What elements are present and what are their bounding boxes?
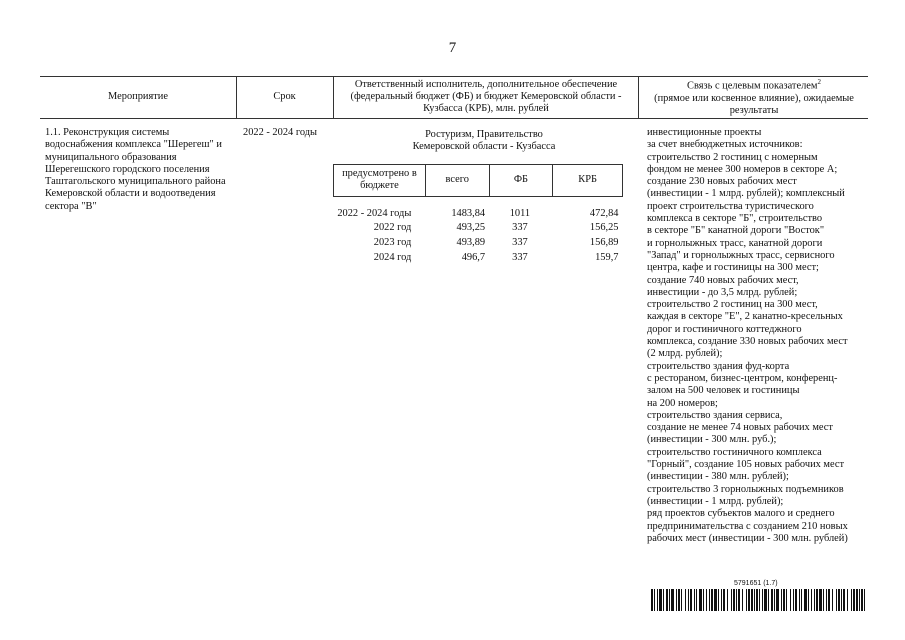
results-line: каждая в секторе "Е", 2 канатно-кресельных	[647, 311, 843, 323]
budget-row	[334, 236, 623, 251]
barcode-bar	[731, 589, 732, 611]
barcode-bar	[676, 589, 677, 611]
barcode-bar	[699, 589, 702, 611]
barcode-bar	[723, 589, 725, 611]
budget-total: 493,89	[456, 237, 486, 249]
results-line: на 200 номеров;	[647, 397, 718, 409]
results-line: инвестиционные проекты	[647, 127, 762, 138]
barcode-bar	[756, 589, 758, 611]
results-line: фондом не менее 300 номеров в секторе А;	[647, 163, 838, 175]
budget-header-fb: ФБ	[489, 165, 553, 197]
column-divider	[638, 76, 639, 118]
barcode-bar	[799, 589, 800, 611]
results-line: комплекса в секторе "Б", строительство	[647, 213, 823, 225]
barcode-bar	[681, 589, 682, 611]
results-line: строительство 2 гостиниц на 300 мест,	[647, 299, 818, 311]
budget-row	[334, 251, 623, 266]
results-line: в секторе "Б" канатной дороги "Восток"	[647, 225, 825, 237]
barcode-bar	[742, 589, 743, 611]
barcode-bar	[659, 589, 662, 611]
barcode-bar	[706, 589, 707, 611]
barcode-bar	[762, 589, 763, 611]
budget-header-planned: предусмотрено в бюджете	[334, 165, 426, 197]
barcode-bar	[774, 589, 775, 611]
barcode-bar	[733, 589, 735, 611]
barcode-bar	[859, 589, 860, 611]
results-line: комплекса, создание 330 новых рабочих мест	[647, 336, 848, 348]
table-header-bottom-rule	[40, 118, 868, 119]
barcode-bar	[666, 589, 668, 611]
results-line: строительство здания фуд-корта	[647, 360, 790, 372]
budget-header-krb: КРБ	[553, 165, 623, 197]
barcode-bar	[657, 589, 658, 611]
results-line: предпринимательства с созданием 210 новых	[647, 520, 848, 532]
header-results-label: Связь с целевым показателем$^2$	[687, 78, 821, 92]
barcode-bar	[847, 589, 848, 611]
results-line: и горнолыжных трасс, канатной дороги	[647, 237, 823, 249]
header-action	[40, 76, 236, 118]
budget-krb: 159,7	[595, 252, 619, 264]
barcode-bar	[823, 589, 824, 611]
results-line: залом на 500 человек и гостиницы	[647, 385, 800, 397]
results-line: строительство 3 горнолыжных подъемников	[647, 483, 844, 495]
executor-line: Кемеровской области - Кузбасса	[412, 141, 556, 153]
barcode-bar	[746, 589, 747, 611]
budget-table	[333, 164, 623, 266]
barcode-bar	[714, 589, 717, 611]
barcode-bar	[654, 589, 655, 611]
barcode-bar	[795, 589, 797, 611]
barcode-bar	[853, 589, 855, 611]
barcode-bar	[793, 589, 794, 611]
barcode-bar	[764, 589, 767, 611]
barcode-bar	[776, 589, 779, 611]
footnote-mark: 2	[817, 78, 821, 87]
budget-fb: 337	[512, 237, 528, 249]
results-line: "Запад" и горнолыжных трасс, сервисного	[647, 249, 835, 261]
page-number: 7	[448, 40, 457, 56]
barcode-bar	[811, 589, 812, 611]
barcode-bar	[738, 589, 740, 611]
results-text	[647, 127, 869, 545]
barcode-bar	[671, 589, 674, 611]
barcode-bar	[759, 589, 760, 611]
results-line: (инвестиции - 300 млн. руб.);	[647, 434, 777, 446]
barcode-bar	[816, 589, 818, 611]
barcode-bar	[808, 589, 809, 611]
results-line: ряд проектов субъектов малого и среднего	[647, 508, 835, 520]
barcode-bar	[727, 589, 728, 611]
budget-total: 1483,84	[451, 207, 486, 219]
budget-period: 2023 год	[373, 237, 412, 249]
results-line: с рестораном, бизнес-центром, конференц-	[647, 372, 838, 384]
barcode-bar	[751, 589, 753, 611]
results-line: (2 млрд. рублей);	[647, 348, 723, 360]
header-results	[640, 76, 868, 118]
budget-header-total: всего	[425, 165, 489, 197]
barcode-bar	[696, 589, 697, 611]
header-executor-label: Ответственный исполнитель, дополнительное обеспечение (федеральный бюджет (ФБ) и бюджет Кемеровской области - Кузбасса (КРБ), млн. рублей	[350, 78, 622, 115]
barcode-bar	[678, 589, 680, 611]
barcode-icon	[651, 589, 867, 611]
budget-total: 496,7	[461, 252, 486, 264]
barcode-bar	[861, 589, 863, 611]
results-line: создание 740 новых рабочих мест,	[647, 274, 799, 286]
executor-line: Ростуризм, Правительство	[425, 129, 543, 140]
header-term	[236, 76, 333, 118]
barcode-bar	[838, 589, 840, 611]
results-line: центра, кафе и гостиницы на 300 мест;	[647, 262, 819, 274]
results-line: инвестиции - до 3,5 млрд. рублей;	[647, 286, 798, 298]
barcode-bar	[651, 589, 653, 611]
results-line: проект строительства туристического	[647, 200, 814, 212]
results-line: за счет внебюджетных источников:	[647, 139, 803, 151]
budget-fb: 1011	[509, 207, 531, 219]
results-line: создание не менее 74 новых рабочих мест	[647, 422, 833, 434]
header-action-label: Мероприятие	[108, 90, 168, 102]
budget-period: 2022 год	[373, 222, 412, 234]
barcode-bar	[748, 589, 750, 611]
results-line: строительство 2 гостиниц с номерным	[647, 151, 818, 163]
barcode-bar	[786, 589, 787, 611]
header-results-sublabel: (прямое или косвенное влияние), ожидаемые результаты	[654, 93, 854, 117]
budget-period: 2022 - 2024 годы	[337, 207, 412, 219]
barcode-bar	[690, 589, 692, 611]
barcode-bar	[768, 589, 769, 611]
barcode-bar	[814, 589, 815, 611]
barcode-bar	[721, 589, 722, 611]
budget-fb: 337	[512, 252, 528, 264]
budget-krb: 156,25	[589, 222, 619, 234]
results-line: создание 230 новых рабочих мест	[647, 176, 797, 188]
barcode-bar	[771, 589, 773, 611]
barcode-bar	[694, 589, 695, 611]
barcode-bar	[828, 589, 830, 611]
barcode-bar	[663, 589, 664, 611]
column-divider	[333, 76, 334, 118]
budget-header-row	[334, 165, 623, 197]
barcode-bar	[851, 589, 852, 611]
budget-period: 2024 год	[373, 252, 412, 264]
results-line: строительство здания сервиса,	[647, 409, 783, 421]
action-text: 1.1. Реконструкция системы водоснабжения комплекса "Шерегеш" и муниципального образования Шерегешского городского поселения Таштагольского муниципального района Кемеровской области и водоотведения сектора "В"	[45, 127, 226, 212]
barcode-bar	[843, 589, 845, 611]
barcode-bar	[711, 589, 713, 611]
results-line: (инвестиции - 1 млрд. рублей); комплексный	[647, 188, 845, 200]
barcode-bar	[832, 589, 833, 611]
barcode-bar	[718, 589, 719, 611]
barcode-number: 5791651 (1.7)	[734, 580, 778, 587]
results-line: (инвестиции - 380 млн. рублей);	[647, 471, 789, 483]
term-text: 2022 - 2024 годы	[243, 127, 317, 138]
budget-row	[334, 196, 623, 221]
barcode-bar	[864, 589, 865, 611]
barcode-bar	[836, 589, 837, 611]
barcode-bar	[685, 589, 686, 611]
barcode-bar	[781, 589, 782, 611]
barcode-bar	[688, 589, 689, 611]
executor-text	[345, 129, 623, 154]
barcode-bar	[669, 589, 670, 611]
barcode-bar	[819, 589, 822, 611]
barcode-bar	[826, 589, 827, 611]
barcode-bar	[804, 589, 807, 611]
barcode-bar	[754, 589, 755, 611]
results-line: рабочих мест (инвестиции - 300 млн. рублей)	[647, 532, 848, 544]
barcode-bar	[783, 589, 785, 611]
barcode-bar	[736, 589, 737, 611]
barcode-bar	[856, 589, 858, 611]
barcode-bar	[841, 589, 842, 611]
budget-row	[334, 221, 623, 236]
budget-fb: 337	[512, 222, 528, 234]
budget-krb: 472,84	[589, 207, 619, 219]
results-line: дорог и гостиничного коттеджного	[647, 323, 802, 335]
barcode-bar	[709, 589, 710, 611]
budget-krb: 156,89	[589, 237, 619, 249]
barcode-bar	[790, 589, 791, 611]
budget-total: 493,25	[456, 222, 486, 234]
results-line: "Горный", создание 105 новых рабочих мест	[647, 459, 845, 471]
header-term-label: Срок	[273, 90, 296, 102]
barcode-bar	[703, 589, 704, 611]
results-line: (инвестиции - 1 млрд. рублей);	[647, 495, 784, 507]
header-executor	[336, 76, 636, 118]
barcode-bar	[801, 589, 802, 611]
results-line: строительство гостиничного комплекса	[647, 446, 822, 458]
